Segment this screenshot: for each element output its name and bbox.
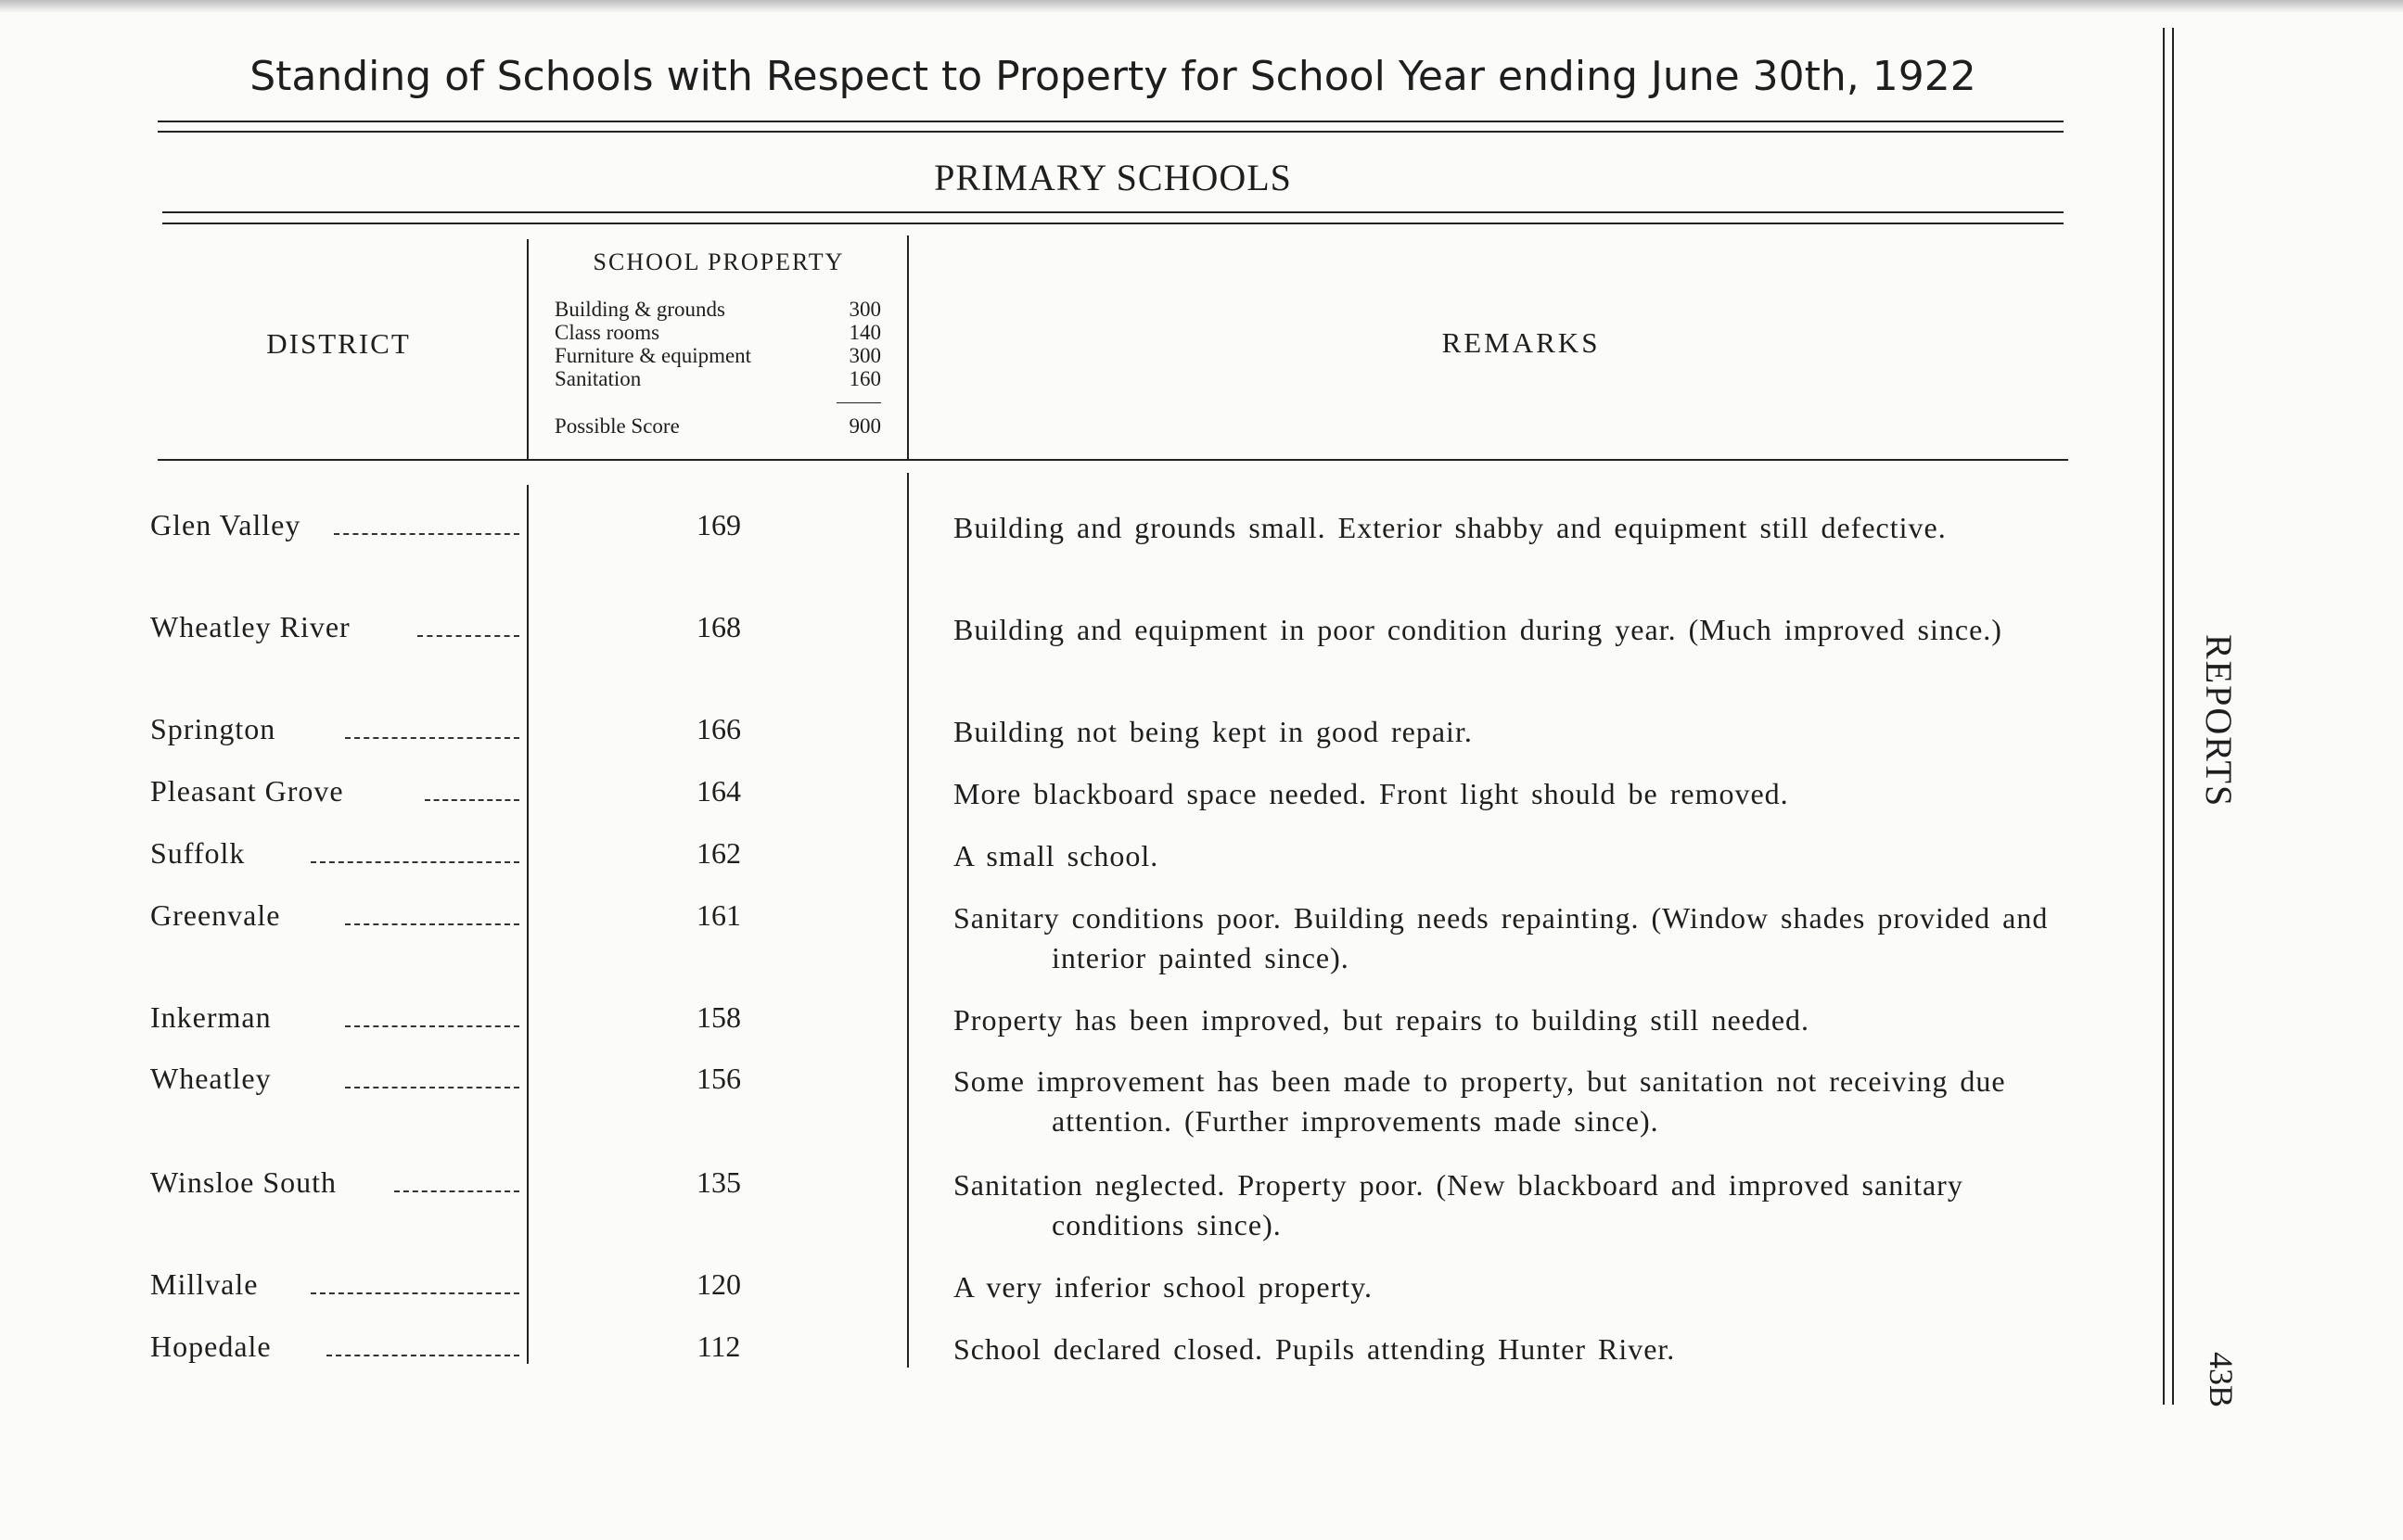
remark-text: School declared closed. Pupils attending Hunter River. <box>953 1332 1676 1366</box>
property-score: 158 <box>697 1000 741 1034</box>
dot-leader <box>425 799 519 801</box>
property-score: 162 <box>697 836 741 870</box>
page-number: 43B <box>2203 1351 2240 1407</box>
title-rule-bottom <box>158 131 2064 133</box>
district-name: Springton <box>150 712 276 745</box>
dot-leader <box>311 861 519 863</box>
remark-text: Property has been improved, but repairs to building still needed. <box>953 1003 1810 1037</box>
title-rule-top <box>158 121 2064 122</box>
dot-leader <box>345 737 519 739</box>
district-name: Millvale <box>150 1267 259 1301</box>
dot-leader <box>345 1025 519 1027</box>
legend-value: 160 <box>849 367 881 390</box>
remark-text: Sanitary conditions poor. Building needs repainting. (Window shades provided and interior painted since). <box>953 901 2049 974</box>
legend-row <box>555 321 881 344</box>
remark-text: Building not being kept in good repair. <box>953 715 1473 748</box>
district-name: Suffolk <box>150 836 246 870</box>
margin-rule-inner <box>2172 28 2174 1405</box>
district-name: Winsloe South <box>150 1165 338 1199</box>
district-name: Hopedale <box>150 1330 272 1363</box>
column-header-district: DISTRICT <box>266 327 411 360</box>
section-rule-top <box>162 211 2064 213</box>
header-bottom-rule <box>158 459 2068 461</box>
scan-edge-shadow <box>0 0 2403 13</box>
section-heading: PRIMARY SCHOOLS <box>934 157 1292 198</box>
possible-score-value: 900 <box>849 414 881 438</box>
property-score: 120 <box>697 1267 741 1301</box>
header-divider-right <box>907 235 909 459</box>
property-score: 164 <box>697 774 741 808</box>
remark-text: More blackboard space needed. Front light should be removed. <box>953 777 1789 810</box>
district-name: Glen Valley <box>150 508 301 541</box>
legend-row <box>555 344 881 367</box>
legend-value: 300 <box>849 344 881 367</box>
property-score: 166 <box>697 712 741 745</box>
legend-label: Class rooms <box>555 321 660 344</box>
column-header-property: SCHOOL PROPERTY <box>593 248 845 275</box>
legend-label: Furniture & equipment <box>555 344 752 367</box>
column-header-remarks: REMARKS <box>1441 326 1601 359</box>
margin-rule-outer <box>2163 28 2165 1405</box>
running-head-reports: REPORTS <box>2198 634 2240 808</box>
possible-score-label: Possible Score <box>555 414 680 438</box>
body-divider-right <box>907 473 909 1368</box>
legend-value: 140 <box>849 321 881 344</box>
dot-leader <box>394 1190 519 1192</box>
header-divider-left <box>527 239 529 459</box>
district-name: Greenvale <box>150 898 281 932</box>
dot-leader <box>345 923 519 925</box>
legend-row <box>555 367 881 390</box>
dot-leader <box>417 635 519 637</box>
dot-leader <box>311 1292 519 1294</box>
property-score: 168 <box>697 610 741 643</box>
legend-label: Building & grounds <box>555 298 726 321</box>
dot-leader <box>326 1355 519 1356</box>
remark-text: Sanitation neglected. Property poor. (New blackboard and improved sanitary conditions since). <box>953 1168 1963 1241</box>
remark-text: Some improvement has been made to property, but sanitation not receiving due attention. (Further improvements made since). <box>953 1064 2006 1138</box>
body-divider-left <box>527 485 529 1364</box>
property-score-legend <box>555 298 881 390</box>
district-name: Inkerman <box>150 1000 272 1034</box>
district-name: Wheatley <box>150 1062 272 1095</box>
legend-label: Sanitation <box>555 367 642 390</box>
property-score: 169 <box>697 508 741 541</box>
property-score: 135 <box>697 1165 741 1199</box>
dot-leader <box>345 1087 519 1088</box>
district-name: Wheatley River <box>150 610 351 643</box>
legend-sum-rule <box>837 402 881 403</box>
remark-text: A very inferior school property. <box>953 1270 1374 1304</box>
page-title: Standing of Schools with Respect to Property for School Year ending June 30th, 1922 <box>249 53 1976 100</box>
legend-row <box>555 298 881 321</box>
property-score: 161 <box>697 898 741 932</box>
property-score: 156 <box>697 1062 741 1095</box>
section-rule-bottom <box>162 223 2064 224</box>
district-name: Pleasant Grove <box>150 774 344 808</box>
dot-leader <box>334 533 519 535</box>
remark-text: A small school. <box>953 839 1159 872</box>
possible-score-row <box>555 414 881 439</box>
remark-text: Building and grounds small. Exterior shabby and equipment still defective. <box>953 511 1947 544</box>
property-score: 112 <box>697 1330 741 1363</box>
remark-text: Building and equipment in poor condition during year. (Much improved since.) <box>953 613 2002 646</box>
legend-value: 300 <box>849 298 881 321</box>
